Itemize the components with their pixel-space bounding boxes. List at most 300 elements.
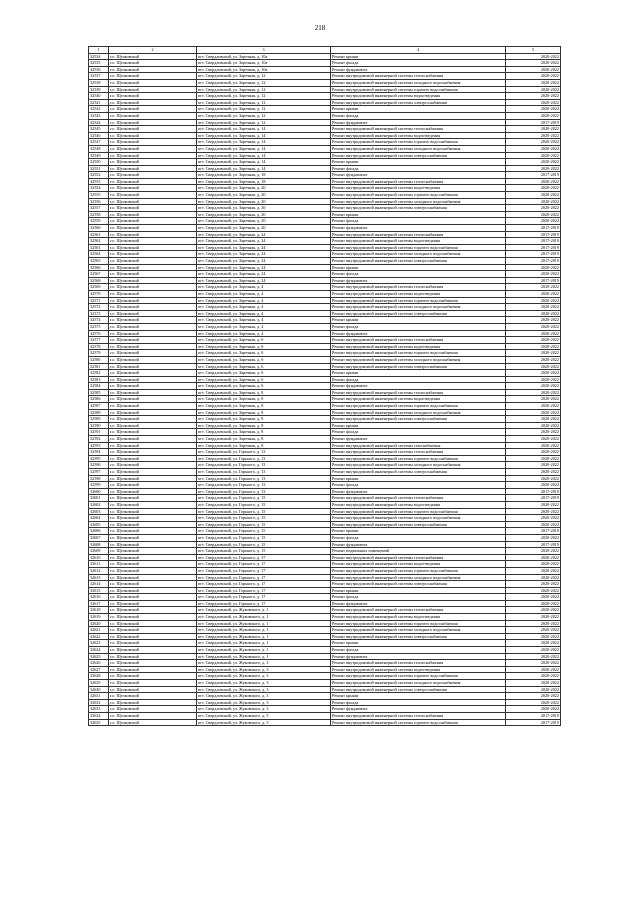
cell-period: 2020-2022	[506, 686, 561, 693]
table-row	[89, 620, 561, 627]
cell-work-type: Ремонт внутридомовой инженерной системы электроснабжения	[331, 633, 506, 640]
cell-address: пгт. Свердловский, ул. Заречная, д. 6	[197, 376, 331, 383]
cell-municipality: г.о. Щелковский	[109, 198, 197, 205]
table-row	[89, 343, 561, 350]
cell-address: пгт. Свердловский, ул. Жуковского, д. 3	[197, 660, 331, 667]
cell-period: 2020-2022	[506, 587, 561, 594]
cell-work-type: Ремонт крыши	[331, 106, 506, 113]
cell-municipality: г.о. Щелковский	[109, 554, 197, 561]
cell-period: 2017-2019	[506, 244, 561, 251]
cell-period: 2020-2022	[506, 594, 561, 601]
cell-period: 2020-2022	[506, 627, 561, 634]
cell-municipality: г.о. Щелковский	[109, 462, 197, 469]
cell-row-number: 32573	[89, 310, 109, 317]
table-row	[89, 699, 561, 706]
cell-period: 2020-2022	[506, 561, 561, 568]
cell-municipality: г.о. Щелковский	[109, 244, 197, 251]
cell-row-number: 32628	[89, 673, 109, 680]
cell-period: 2020-2022	[506, 673, 561, 680]
cell-municipality: г.о. Щелковский	[109, 647, 197, 654]
cell-work-type: Ремонт фасада	[331, 594, 506, 601]
cell-address: пгт. Свердловский, ул. Горького, д. 17	[197, 587, 331, 594]
cell-row-number: 32582	[89, 370, 109, 377]
cell-row-number: 32608	[89, 541, 109, 548]
cell-work-type: Ремонт внутридомовой инженерной системы водоотведения	[331, 290, 506, 297]
cell-period: 2020-2022	[506, 330, 561, 337]
cell-row-number: 32579	[89, 350, 109, 357]
cell-address: пгт. Свердловский, ул. Заречная, д. 12	[197, 79, 331, 86]
cell-work-type: Ремонт фундамента	[331, 383, 506, 390]
cell-address: пгт. Свердловский, ул. Заречная, д. 8	[197, 409, 331, 416]
cell-work-type: Ремонт крыши	[331, 475, 506, 482]
table-row	[89, 581, 561, 588]
cell-period: 2020-2022	[506, 86, 561, 93]
cell-period: 2020-2022	[506, 211, 561, 218]
cell-municipality: г.о. Щелковский	[109, 640, 197, 647]
cell-address: пгт. Свердловский, ул. Заречная, д. 20	[197, 185, 331, 192]
cell-period: 2020-2022	[506, 126, 561, 133]
cell-work-type: Ремонт внутридомовой инженерной системы горячего водоснабжения	[331, 620, 506, 627]
cell-row-number: 32557	[89, 205, 109, 212]
cell-address: пгт. Свердловский, ул. Жуковского, д. 3	[197, 673, 331, 680]
cell-municipality: г.о. Щелковский	[109, 521, 197, 528]
cell-row-number: 32587	[89, 403, 109, 410]
cell-municipality: г.о. Щелковский	[109, 211, 197, 218]
cell-row-number: 32615	[89, 587, 109, 594]
cell-period: 2020-2022	[506, 521, 561, 528]
cell-row-number: 32575	[89, 323, 109, 330]
cell-address: пгт. Свердловский, ул. Горького, д. 15	[197, 508, 331, 515]
cell-period: 2020-2022	[506, 534, 561, 541]
cell-period: 2020-2022	[506, 680, 561, 687]
cell-work-type: Ремонт внутридомовой инженерной системы горячего водоснабжения	[331, 567, 506, 574]
cell-work-type: Ремонт внутридомовой инженерной системы теплоснабжения	[331, 554, 506, 561]
cell-work-type: Ремонт фундамента	[331, 488, 506, 495]
table-row	[89, 337, 561, 344]
cell-row-number: 32555	[89, 192, 109, 199]
table-row	[89, 350, 561, 357]
cell-work-type: Ремонт фасада	[331, 60, 506, 67]
cell-municipality: г.о. Щелковский	[109, 271, 197, 278]
cell-row-number: 32564	[89, 251, 109, 258]
cell-address: пгт. Свердловский, ул. Заречная, д. 4	[197, 304, 331, 311]
cell-row-number: 32607	[89, 534, 109, 541]
cell-municipality: г.о. Щелковский	[109, 699, 197, 706]
cell-address: пгт. Свердловский, ул. Заречная, д. 6	[197, 370, 331, 377]
cell-municipality: г.о. Щелковский	[109, 376, 197, 383]
cell-period: 2020-2022	[506, 706, 561, 713]
cell-work-type: Ремонт фасада	[331, 271, 506, 278]
cell-municipality: г.о. Щелковский	[109, 594, 197, 601]
cell-row-number: 32631	[89, 693, 109, 700]
cell-address: пгт. Свердловский, ул. Горького, д. 17	[197, 600, 331, 607]
cell-period: 2020-2022	[506, 356, 561, 363]
table-row	[89, 475, 561, 482]
cell-period: 2020-2022	[506, 198, 561, 205]
cell-period: 2020-2022	[506, 482, 561, 489]
cell-row-number: 32633	[89, 706, 109, 713]
cell-row-number: 32601	[89, 495, 109, 502]
table-row	[89, 205, 561, 212]
cell-municipality: г.о. Щелковский	[109, 284, 197, 291]
cell-row-number: 32562	[89, 238, 109, 245]
cell-municipality: г.о. Щелковский	[109, 633, 197, 640]
cell-row-number: 32598	[89, 475, 109, 482]
cell-period: 2020-2022	[506, 416, 561, 423]
cell-work-type: Ремонт внутридомовой инженерной системы холодного водоснабжения	[331, 251, 506, 258]
cell-row-number: 32548	[89, 145, 109, 152]
table-row	[89, 528, 561, 535]
cell-work-type: Ремонт внутридомовой инженерной системы холодного водоснабжения	[331, 304, 506, 311]
cell-work-type: Ремонт внутридомовой инженерной системы теплоснабжения	[331, 495, 506, 502]
cell-work-type: Ремонт внутридомовой инженерной системы водоотведения	[331, 93, 506, 100]
table-row	[89, 112, 561, 119]
cell-work-type: Ремонт внутридомовой инженерной системы электроснабжения	[331, 99, 506, 106]
cell-municipality: г.о. Щелковский	[109, 152, 197, 159]
cell-row-number: 32617	[89, 600, 109, 607]
cell-period: 2020-2022	[506, 693, 561, 700]
table-row	[89, 383, 561, 390]
cell-row-number: 32606	[89, 528, 109, 535]
cell-period: 2020-2022	[506, 106, 561, 113]
cell-work-type: Ремонт подвальных помещений	[331, 548, 506, 555]
table-row	[89, 607, 561, 614]
table-row	[89, 442, 561, 449]
cell-municipality: г.о. Щелковский	[109, 53, 197, 60]
cell-period: 2020-2022	[506, 647, 561, 654]
cell-period: 2017-2019	[506, 712, 561, 719]
cell-work-type: Ремонт внутридомовой инженерной системы холодного водоснабжения	[331, 356, 506, 363]
cell-address: пгт. Свердловский, ул. Жуковского, д. 5	[197, 712, 331, 719]
cell-address: пгт. Свердловский, ул. Заречная, д. 14	[197, 152, 331, 159]
cell-work-type: Ремонт внутридомовой инженерной системы водоотведения	[331, 185, 506, 192]
cell-period: 2020-2022	[506, 350, 561, 357]
table-row	[89, 258, 561, 265]
cell-row-number: 32574	[89, 317, 109, 324]
cell-row-number: 32566	[89, 264, 109, 271]
cell-work-type: Ремонт внутридомовой инженерной системы холодного водоснабжения	[331, 145, 506, 152]
cell-address: пгт. Свердловский, ул. Заречная, д. 6	[197, 383, 331, 390]
cell-work-type: Ремонт фасада	[331, 699, 506, 706]
cell-address: пгт. Свердловский, ул. Жуковского, д. 1	[197, 620, 331, 627]
cell-period: 2017-2019	[506, 258, 561, 265]
cell-address: пгт. Свердловский, ул. Заречная, д. 4	[197, 323, 331, 330]
cell-work-type: Ремонт фундамента	[331, 330, 506, 337]
cell-row-number: 32569	[89, 284, 109, 291]
cell-address: пгт. Свердловский, ул. Горького, д. 15	[197, 515, 331, 522]
cell-period: 2020-2022	[506, 178, 561, 185]
cell-municipality: г.о. Щелковский	[109, 416, 197, 423]
cell-address: пгт. Свердловский, ул. Горького, д. 17	[197, 567, 331, 574]
cell-row-number: 32558	[89, 211, 109, 218]
cell-municipality: г.о. Щелковский	[109, 310, 197, 317]
cell-period: 2020-2022	[506, 60, 561, 67]
cell-row-number: 32626	[89, 660, 109, 667]
table-row	[89, 495, 561, 502]
cell-period: 2020-2022	[506, 317, 561, 324]
cell-period: 2020-2022	[506, 304, 561, 311]
cell-period: 2020-2022	[506, 422, 561, 429]
cell-address: пгт. Свердловский, ул. Заречная, д. 20	[197, 225, 331, 232]
cell-period: 2017-2019	[506, 172, 561, 179]
cell-work-type: Ремонт внутридомовой инженерной системы холодного водоснабжения	[331, 680, 506, 687]
cell-municipality: г.о. Щелковский	[109, 73, 197, 80]
cell-row-number: 32553	[89, 178, 109, 185]
table-row	[89, 119, 561, 126]
cell-address: пгт. Свердловский, ул. Горького, д. 15	[197, 548, 331, 555]
cell-address: пгт. Свердловский, ул. Заречная, д. 4	[197, 290, 331, 297]
cell-row-number: 32544	[89, 119, 109, 126]
cell-address: пгт. Свердловский, ул. Заречная, д. 18	[197, 178, 331, 185]
cell-period: 2020-2022	[506, 132, 561, 139]
cell-address: пгт. Свердловский, ул. Горького, д. 17	[197, 561, 331, 568]
cell-row-number: 32635	[89, 719, 109, 726]
cell-address: пгт. Свердловский, ул. Горького, д. 13	[197, 462, 331, 469]
cell-municipality: г.о. Щелковский	[109, 686, 197, 693]
table-row	[89, 403, 561, 410]
cell-address: пгт. Свердловский, ул. Горького, д. 13	[197, 482, 331, 489]
cell-row-number: 32584	[89, 383, 109, 390]
cell-address: пгт. Свердловский, ул. Заречная, д. 12	[197, 106, 331, 113]
cell-municipality: г.о. Щелковский	[109, 79, 197, 86]
table-row	[89, 436, 561, 443]
cell-municipality: г.о. Щелковский	[109, 429, 197, 436]
cell-period: 2020-2022	[506, 462, 561, 469]
cell-work-type: Ремонт фундамента	[331, 66, 506, 73]
table-row	[89, 647, 561, 654]
cell-work-type: Ремонт внутридомовой инженерной системы электроснабжения	[331, 521, 506, 528]
cell-work-type: Ремонт фундамента	[331, 541, 506, 548]
cell-period: 2017-2019	[506, 238, 561, 245]
cell-address: пгт. Свердловский, ул. Заречная, д. 8	[197, 416, 331, 423]
table-row	[89, 693, 561, 700]
cell-address: пгт. Свердловский, ул. Заречная, д. 8	[197, 389, 331, 396]
cell-address: пгт. Свердловский, ул. Жуковского, д. 1	[197, 647, 331, 654]
table-row	[89, 66, 561, 73]
cell-period: 2020-2022	[506, 660, 561, 667]
table-row	[89, 99, 561, 106]
cell-row-number: 32567	[89, 271, 109, 278]
cell-row-number: 32586	[89, 396, 109, 403]
table-row	[89, 719, 561, 726]
table-row	[89, 106, 561, 113]
cell-period: 2020-2022	[506, 376, 561, 383]
cell-work-type: Ремонт крыши	[331, 317, 506, 324]
cell-period: 2020-2022	[506, 666, 561, 673]
cell-row-number: 32539	[89, 86, 109, 93]
cell-address: пгт. Свердловский, ул. Заречная, д. 6	[197, 363, 331, 370]
cell-municipality: г.о. Щелковский	[109, 495, 197, 502]
cell-period: 2020-2022	[506, 79, 561, 86]
cell-municipality: г.о. Щелковский	[109, 66, 197, 73]
table-row	[89, 297, 561, 304]
cell-row-number: 32605	[89, 521, 109, 528]
cell-period: 2020-2022	[506, 205, 561, 212]
cell-period: 2020-2022	[506, 607, 561, 614]
cell-row-number: 32540	[89, 93, 109, 100]
cell-work-type: Ремонт фасада	[331, 376, 506, 383]
table-row	[89, 627, 561, 634]
cell-work-type: Ремонт внутридомовой инженерной системы теплоснабжения	[331, 449, 506, 456]
cell-address: пгт. Свердловский, ул. Заречная, д. 4	[197, 330, 331, 337]
cell-row-number: 32613	[89, 574, 109, 581]
cell-work-type: Ремонт крыши	[331, 587, 506, 594]
table-row	[89, 198, 561, 205]
cell-address: пгт. Свердловский, ул. Заречная, д. 24	[197, 238, 331, 245]
table-row	[89, 706, 561, 713]
table-body	[89, 53, 561, 726]
table-row	[89, 469, 561, 476]
cell-period: 2017-2019	[506, 119, 561, 126]
cell-period: 2020-2022	[506, 159, 561, 166]
cell-row-number: 32571	[89, 297, 109, 304]
cell-period: 2017-2019	[506, 231, 561, 238]
cell-row-number: 32588	[89, 409, 109, 416]
cell-address: пгт. Свердловский, ул. Заречная, д. 24	[197, 251, 331, 258]
cell-work-type: Ремонт внутридомовой инженерной системы теплоснабжения	[331, 660, 506, 667]
cell-row-number: 32621	[89, 627, 109, 634]
cell-row-number: 32565	[89, 258, 109, 265]
table-row	[89, 132, 561, 139]
cell-row-number: 32604	[89, 515, 109, 522]
cell-work-type: Ремонт фундамента	[331, 225, 506, 232]
cell-row-number: 32600	[89, 488, 109, 495]
table-row	[89, 53, 561, 60]
cell-work-type: Ремонт крыши	[331, 640, 506, 647]
cell-work-type: Ремонт внутридомовой инженерной системы горячего водоснабжения	[331, 403, 506, 410]
cell-row-number: 32534	[89, 53, 109, 60]
cell-row-number: 32624	[89, 647, 109, 654]
cell-address: пгт. Свердловский, ул. Заречная, д. 4	[197, 310, 331, 317]
cell-address: пгт. Свердловский, ул. Заречная, д. 24	[197, 231, 331, 238]
cell-municipality: г.о. Щелковский	[109, 422, 197, 429]
cell-address: пгт. Свердловский, ул. Жуковского, д. 3	[197, 686, 331, 693]
cell-period: 2020-2022	[506, 218, 561, 225]
cell-period: 2017-2019	[506, 528, 561, 535]
cell-row-number: 32594	[89, 449, 109, 456]
cell-municipality: г.о. Щелковский	[109, 290, 197, 297]
table-row	[89, 600, 561, 607]
cell-period: 2020-2022	[506, 699, 561, 706]
cell-work-type: Ремонт крыши	[331, 422, 506, 429]
table-row	[89, 614, 561, 621]
cell-municipality: г.о. Щелковский	[109, 277, 197, 284]
cell-address: пгт. Свердловский, ул. Заречная, д. 12	[197, 93, 331, 100]
table-row	[89, 139, 561, 146]
cell-period: 2020-2022	[506, 574, 561, 581]
cell-work-type: Ремонт внутридомовой инженерной системы холодного водоснабжения	[331, 627, 506, 634]
cell-row-number: 32589	[89, 416, 109, 423]
cell-address: пгт. Свердловский, ул. Заречная, д. 14	[197, 165, 331, 172]
cell-address: пгт. Свердловский, ул. Горького, д. 15	[197, 495, 331, 502]
cell-municipality: г.о. Щелковский	[109, 370, 197, 377]
cell-row-number: 32537	[89, 73, 109, 80]
cell-work-type: Ремонт крыши	[331, 211, 506, 218]
cell-row-number: 32632	[89, 699, 109, 706]
cell-work-type: Ремонт фасада	[331, 534, 506, 541]
cell-row-number: 32554	[89, 185, 109, 192]
cell-period: 2017-2019	[506, 277, 561, 284]
cell-row-number: 32599	[89, 482, 109, 489]
table-row	[89, 409, 561, 416]
cell-address: пгт. Свердловский, ул. Заречная, д. 12	[197, 73, 331, 80]
cell-municipality: г.о. Щелковский	[109, 620, 197, 627]
cell-address: пгт. Свердловский, ул. Заречная, д. 20	[197, 218, 331, 225]
cell-period: 2020-2022	[506, 548, 561, 555]
works-table	[88, 46, 561, 726]
table-row	[89, 455, 561, 462]
cell-address: пгт. Свердловский, ул. Жуковского, д. 1	[197, 633, 331, 640]
cell-municipality: г.о. Щелковский	[109, 660, 197, 667]
cell-municipality: г.о. Щелковский	[109, 706, 197, 713]
cell-work-type: Ремонт внутридомовой инженерной системы теплоснабжения	[331, 231, 506, 238]
cell-address: пгт. Свердловский, ул. Заречная, д. 24	[197, 258, 331, 265]
cell-period: 2020-2022	[506, 581, 561, 588]
cell-period: 2017-2019	[506, 541, 561, 548]
cell-work-type: Ремонт внутридомовой инженерной системы холодного водоснабжения	[331, 515, 506, 522]
cell-period: 2020-2022	[506, 112, 561, 119]
cell-period: 2020-2022	[506, 370, 561, 377]
cell-period: 2020-2022	[506, 515, 561, 522]
cell-address: пгт. Свердловский, ул. Заречная, д. 6	[197, 356, 331, 363]
cell-work-type: Ремонт внутридомовой инженерной системы водоотведения	[331, 238, 506, 245]
cell-municipality: г.о. Щелковский	[109, 225, 197, 232]
cell-work-type: Ремонт внутридомовой инженерной системы электроснабжения	[331, 205, 506, 212]
cell-address: пгт. Свердловский, ул. Жуковского, д. 3	[197, 680, 331, 687]
cell-address: пгт. Свердловский, ул. Заречная, д. 24	[197, 271, 331, 278]
table-row	[89, 574, 561, 581]
table-row	[89, 449, 561, 456]
cell-period: 2020-2022	[506, 403, 561, 410]
table-row	[89, 376, 561, 383]
cell-work-type: Ремонт крыши	[331, 693, 506, 700]
cell-period: 2020-2022	[506, 640, 561, 647]
cell-work-type: Ремонт внутридомовой инженерной системы водоотведения	[331, 666, 506, 673]
cell-address: пгт. Свердловский, ул. Заречная, д. 8	[197, 396, 331, 403]
cell-work-type: Ремонт внутридомовой инженерной системы электроснабжения	[331, 469, 506, 476]
table-row	[89, 264, 561, 271]
table-row	[89, 284, 561, 291]
cell-municipality: г.о. Щелковский	[109, 112, 197, 119]
cell-address: пгт. Свердловский, ул. Жуковского, д. 3	[197, 706, 331, 713]
cell-municipality: г.о. Щелковский	[109, 231, 197, 238]
table-row	[89, 416, 561, 423]
cell-municipality: г.о. Щелковский	[109, 442, 197, 449]
table-row	[89, 165, 561, 172]
cell-period: 2020-2022	[506, 475, 561, 482]
cell-address: пгт. Свердловский, ул. Горького, д. 17	[197, 554, 331, 561]
table-row	[89, 192, 561, 199]
cell-row-number: 32614	[89, 581, 109, 588]
table-row	[89, 218, 561, 225]
cell-row-number: 32596	[89, 462, 109, 469]
cell-work-type: Ремонт внутридомовой инженерной системы горячего водоснабжения	[331, 719, 506, 726]
cell-work-type: Ремонт фасада	[331, 647, 506, 654]
table-row	[89, 86, 561, 93]
cell-municipality: г.о. Щелковский	[109, 132, 197, 139]
cell-municipality: г.о. Щелковский	[109, 482, 197, 489]
cell-period: 2020-2022	[506, 508, 561, 515]
cell-period: 2020-2022	[506, 264, 561, 271]
cell-address: пгт. Свердловский, ул. Заречная, д. 18	[197, 172, 331, 179]
table-row	[89, 521, 561, 528]
cell-work-type: Ремонт внутридомовой инженерной системы теплоснабжения	[331, 389, 506, 396]
cell-work-type: Ремонт внутридомовой инженерной системы электроснабжения	[331, 152, 506, 159]
table-row	[89, 653, 561, 660]
cell-municipality: г.о. Щелковский	[109, 528, 197, 535]
cell-address: пгт. Свердловский, ул. Заречная, д. 14	[197, 132, 331, 139]
cell-address: пгт. Свердловский, ул. Горького, д. 13	[197, 469, 331, 476]
